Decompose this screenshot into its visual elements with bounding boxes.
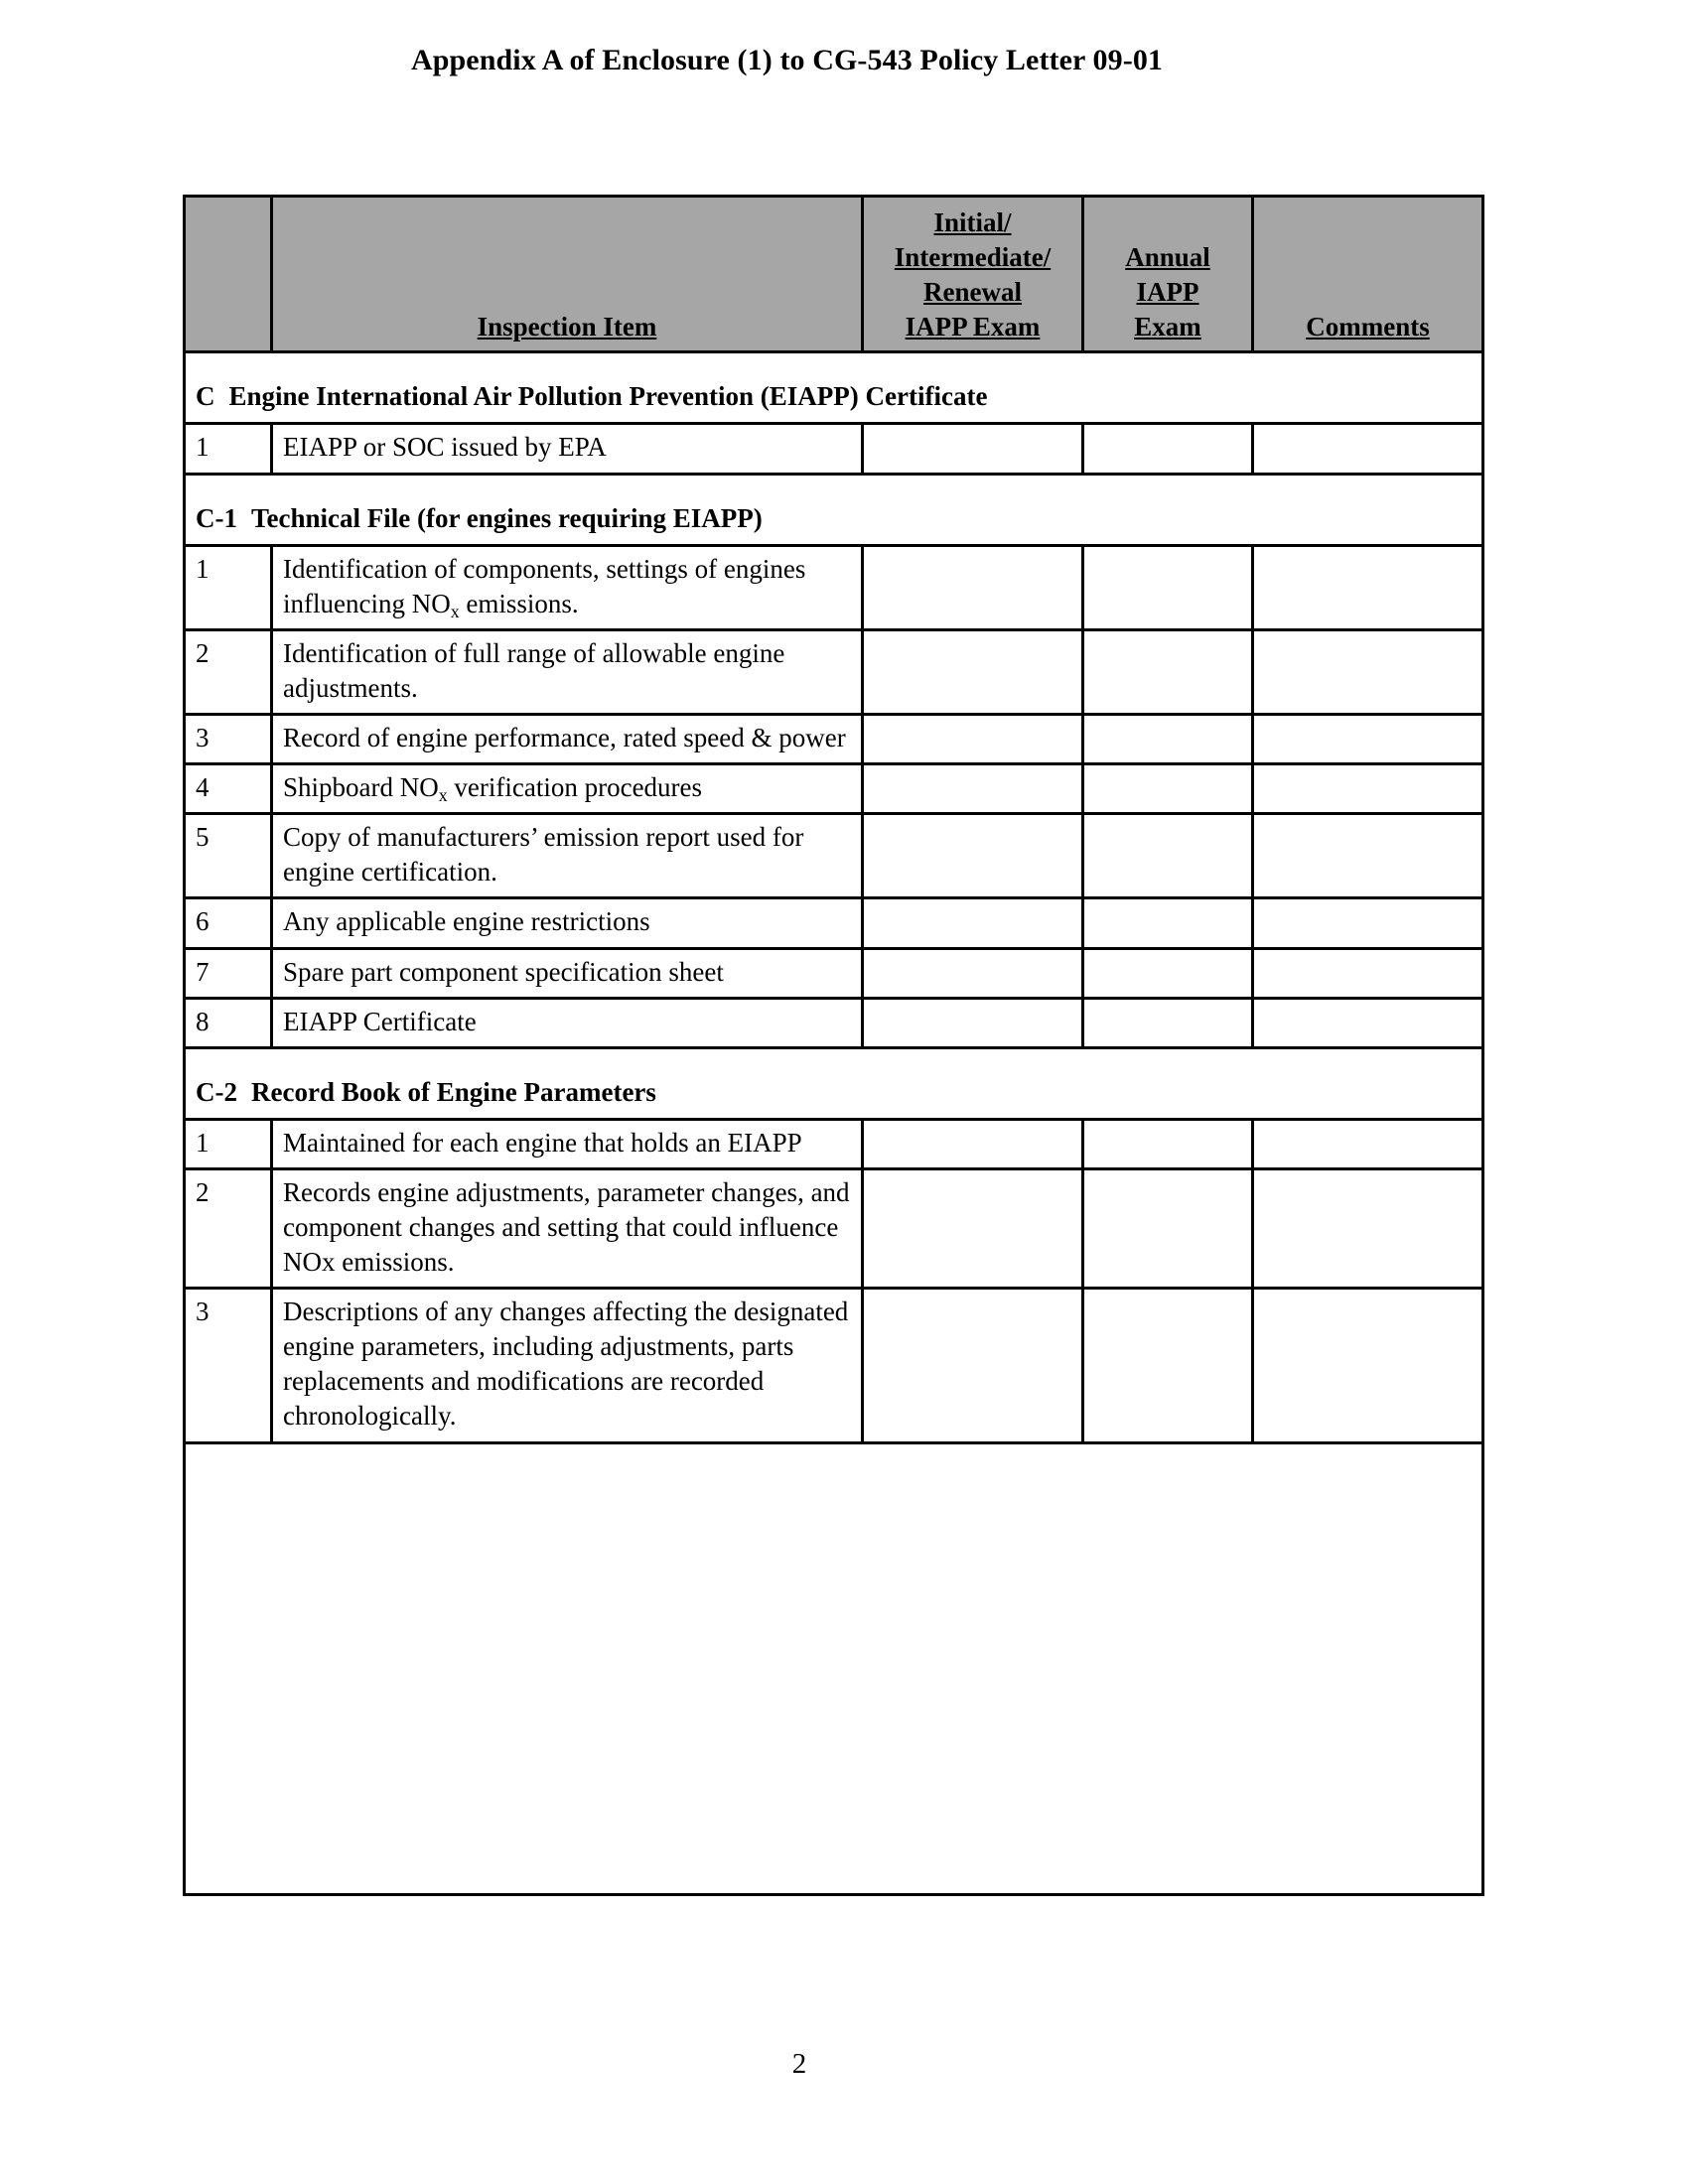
annual-cell-shaded (1083, 898, 1253, 948)
inspection-item-cell: Identification of components, settings of engines influencing $NO_x$ emissions. (272, 545, 863, 629)
annual-cell-shaded (1083, 629, 1253, 714)
inspection-item-cell: Records engine adjustments, parameter changes, and component changes and setting that could influence NOx emissions. (272, 1168, 863, 1288)
column-header-line: IAPP (1136, 277, 1199, 308)
annual-cell-shaded (1083, 1289, 1253, 1442)
initial-checkbox-cell[interactable] (863, 715, 1083, 764)
row-number-cell: 2 (185, 629, 272, 714)
table-row (185, 424, 1483, 474)
section-heading-row (185, 352, 1483, 424)
inspection-item-cell: Record of engine performance, rated speed & power (272, 715, 863, 764)
inspection-item-cell: Copy of manufacturers’ emission report used for engine certification. (272, 814, 863, 898)
row-number-cell: 3 (185, 1289, 272, 1442)
table-row (185, 715, 1483, 764)
table-row (185, 1168, 1483, 1288)
initial-checkbox-cell[interactable] (863, 1289, 1083, 1442)
page-number: 2 (791, 2048, 807, 2080)
table-row (185, 998, 1483, 1047)
inspection-item-cell: Maintained for each engine that holds an EIAPP (272, 1119, 863, 1168)
section-heading-c (185, 352, 1483, 424)
comments-checkbox-cell[interactable] (1253, 998, 1483, 1047)
column-header-annual (1083, 197, 1253, 352)
initial-checkbox-cell[interactable] (863, 545, 1083, 629)
inspection-item-cell: EIAPP or SOC issued by EPA (272, 424, 863, 474)
row-number-cell: 5 (185, 814, 272, 898)
annual-cell-shaded (1083, 1168, 1253, 1288)
comments-checkbox-cell[interactable] (1253, 898, 1483, 948)
comments-checkbox-cell[interactable] (1253, 1289, 1483, 1442)
row-number-cell: 1 (185, 545, 272, 629)
table-row (185, 1289, 1483, 1442)
column-header-line: Comments (1306, 312, 1430, 342)
annual-cell-shaded (1083, 545, 1253, 629)
section-heading-row (185, 474, 1483, 545)
inspection-item-cell: Shipboard $NO_x$ verification procedures (272, 764, 863, 814)
trailing-blank-block (185, 1442, 1483, 1894)
row-number-cell: 8 (185, 998, 272, 1047)
column-header-line: Intermediate/ (894, 242, 1052, 273)
column-header-line: Exam (1134, 312, 1201, 342)
row-number-cell: 6 (185, 898, 272, 948)
column-header-comments (1253, 197, 1483, 352)
column-header-item (272, 197, 863, 352)
row-number-cell: 7 (185, 948, 272, 998)
row-number-cell: 1 (185, 424, 272, 474)
inspection-item-cell: Spare part component specification sheet (272, 948, 863, 998)
column-header-line: Inspection Item (477, 312, 657, 342)
comments-checkbox-cell[interactable] (1253, 1119, 1483, 1168)
section-code: C-1 (196, 502, 237, 533)
column-header-line: IAPP Exam (905, 312, 1041, 342)
inspection-item-cell: Any applicable engine restrictions (272, 898, 863, 948)
annual-cell-shaded (1083, 948, 1253, 998)
row-number-cell: 2 (185, 1168, 272, 1288)
table-row (185, 948, 1483, 998)
section-title: Engine International Air Pollution Prevention (EIAPP) Certificate (228, 381, 988, 412)
table-header-row (185, 197, 1483, 352)
trailing-blank-block-row (185, 1442, 1483, 1894)
inspection-checklist-table (183, 195, 1484, 1896)
initial-checkbox-cell[interactable] (863, 948, 1083, 998)
comments-checkbox-cell[interactable] (1253, 424, 1483, 474)
column-header-number (185, 197, 272, 352)
initial-checkbox-cell[interactable] (863, 1168, 1083, 1288)
annual-cell-shaded (1083, 814, 1253, 898)
section-title: Record Book of Engine Parameters (251, 1076, 656, 1107)
table-row (185, 814, 1483, 898)
inspection-item-cell: Identification of full range of allowable engine adjustments. (272, 629, 863, 714)
section-code: C-2 (196, 1076, 237, 1107)
initial-checkbox-cell[interactable] (863, 1119, 1083, 1168)
initial-checkbox-cell[interactable] (863, 898, 1083, 948)
annual-cell-shaded (1083, 764, 1253, 814)
comments-checkbox-cell[interactable] (1253, 948, 1483, 998)
comments-checkbox-cell[interactable] (1253, 715, 1483, 764)
section-heading-c-1 (185, 474, 1483, 545)
table-row (185, 629, 1483, 714)
table-row (185, 764, 1483, 814)
inspection-item-cell: Descriptions of any changes affecting the designated engine parameters, including adjustments, parts replacements and modifications are recorded chronologically. (272, 1289, 863, 1442)
comments-checkbox-cell[interactable] (1253, 764, 1483, 814)
table-row (185, 1119, 1483, 1168)
comments-checkbox-cell[interactable] (1253, 629, 1483, 714)
inspection-checklist-table-wrapper (183, 195, 1481, 1896)
initial-checkbox-cell[interactable] (863, 424, 1083, 474)
column-header-line: Annual (1125, 242, 1210, 273)
initial-checkbox-cell[interactable] (863, 814, 1083, 898)
initial-checkbox-cell[interactable] (863, 764, 1083, 814)
column-header-line: Initial/ (933, 207, 1012, 237)
annual-checkbox-cell[interactable] (1083, 424, 1253, 474)
comments-checkbox-cell[interactable] (1253, 814, 1483, 898)
row-number-cell: 1 (185, 1119, 272, 1168)
section-heading-c-2 (185, 1047, 1483, 1119)
annual-cell-shaded (1083, 715, 1253, 764)
annual-checkbox-cell[interactable] (1083, 1119, 1253, 1168)
row-number-cell: 4 (185, 764, 272, 814)
initial-checkbox-cell[interactable] (863, 629, 1083, 714)
table-row (185, 545, 1483, 629)
comments-checkbox-cell[interactable] (1253, 1168, 1483, 1288)
comments-checkbox-cell[interactable] (1253, 545, 1483, 629)
initial-checkbox-cell[interactable] (863, 998, 1083, 1047)
document-running-header: Appendix A of Enclosure (1) to CG-543 Policy Letter 09-01 (410, 44, 1164, 76)
column-header-line: Renewal (923, 277, 1022, 308)
table-row (185, 898, 1483, 948)
annual-cell-shaded (1083, 998, 1253, 1047)
section-title: Technical File (for engines requiring EIAPP) (251, 502, 763, 533)
section-heading-row (185, 1047, 1483, 1119)
column-header-initial (863, 197, 1083, 352)
table-body (185, 197, 1483, 1895)
row-number-cell: 3 (185, 715, 272, 764)
inspection-item-cell: EIAPP Certificate (272, 998, 863, 1047)
section-code: C (196, 381, 215, 412)
